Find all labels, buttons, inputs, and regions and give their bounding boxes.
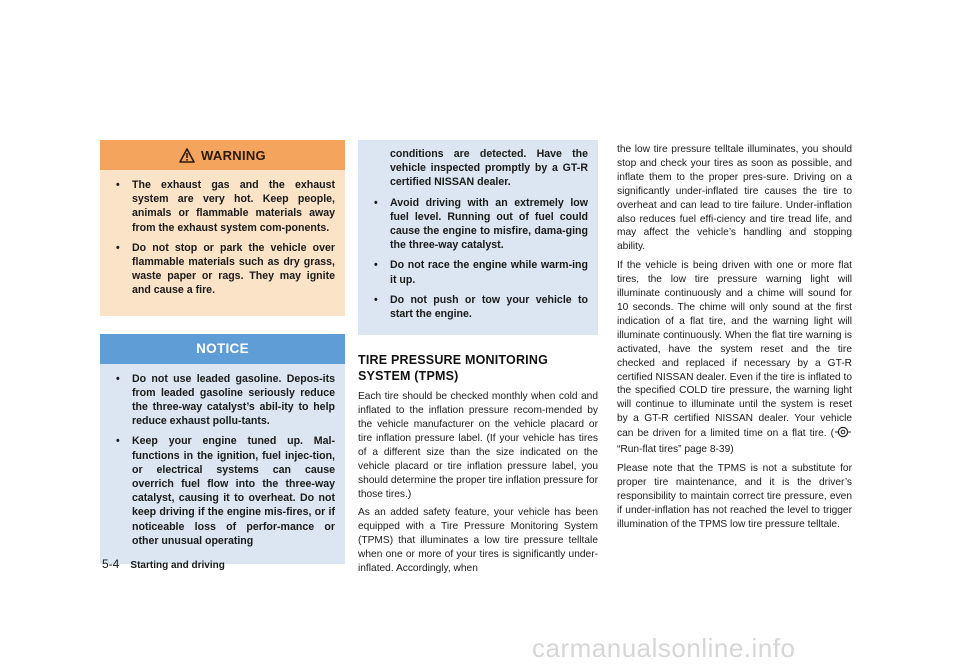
section-name: Starting and driving <box>130 560 225 571</box>
tpms-paragraph-3: the low tire pressure telltale illuminates, you should stop and check your tires as soon as possible, and inflate them to the proper pres-sure. Driving on a significantly under-inflated tire causes the tire to overheat and can lead to tire failure. Under-inflation also reduces fuel effi-ciency and tire tread life, and may affect the vehicle’s handling and stopping ability. <box>617 144 852 253</box>
warning-list <box>112 178 335 298</box>
page-number: 5-4 <box>102 557 120 571</box>
left-column <box>100 140 345 564</box>
list-item: • The exhaust gas and the exhaust system are very hot. Keep people, animals or flammable materials away from the exhaust system com-ponents. <box>112 178 335 235</box>
notice-box <box>100 334 345 564</box>
run-flat-reference-link[interactable]: “Run-flat tires” page 8-39) <box>617 444 734 456</box>
tpms-paragraph-4 <box>617 259 852 457</box>
tpms-paragraph-2: As an added safety feature, your vehicle has been equipped with a Tire Pressure Monitoring System (TPMS) that illuminates a low tire pressure telltale when one or more of your tires is significantly under-inflated. Accordingly, when <box>358 507 598 575</box>
list-item: • Do not use leaded gasoline. Depos-its from leaded gasoline seriously reduce the three-way catalyst’s abil-ity to help reduce exhaust pollu-tants. <box>112 372 335 429</box>
notice-list <box>112 372 335 548</box>
list-item: • Do not race the engine while warm-ing it up. <box>370 258 588 286</box>
warning-box <box>100 140 345 316</box>
notice-continued-box <box>358 140 598 335</box>
tpms-paragraph-4-text: If the vehicle is being driven with one or more flat tires, the low tire pressure warning light will illuminate continuously and a chime will sound for 10 seconds. The chime will only sound at the first indication of a flat tire, and the warning light will illuminate continuously. When the flat tire warning is activated, have the system reset and the tire checked and replaced if necessary by a GT-R certified NISSAN dealer. Even if the tire is inflated to the specified COLD tire pressure, the warning light will continue to illuminate until the system is reset by a GT-R certified NISSAN dealer. Your vehicle can be driven for a limited time on a flat tire. ( <box>617 260 852 440</box>
warning-title: WARNING <box>201 147 266 163</box>
list-item: • Avoid driving with an extremely low fuel level. Running out of fuel could cause the engine to misfire, dama-ging the three-way catalyst. <box>370 196 588 253</box>
watermark: carmanualsonline.info <box>532 633 796 663</box>
tire-reference-icon <box>834 426 852 443</box>
list-item: • Do not stop or park the vehicle over flammable materials such as dry grass, waste paper or rags. They may ignite and cause a fire. <box>112 241 335 298</box>
notice-continued-text: conditions are detected. Have the vehicle inspected promptly by a GT-R certified NISSAN dealer. <box>390 148 588 189</box>
right-column <box>617 143 852 536</box>
page-footer <box>102 557 225 571</box>
notice-title: NOTICE <box>196 341 249 357</box>
tpms-heading: TIRE PRESSURE MONITORING SYSTEM (TPMS) <box>358 353 549 383</box>
warning-triangle-icon <box>179 148 195 163</box>
notice-header <box>100 334 345 364</box>
warning-header <box>100 140 345 170</box>
notice-continued-list <box>370 196 588 322</box>
list-item: • Keep your engine tuned up. Mal-functions in the ignition, fuel injec-tion, or electrical systems can cause overrich fuel flow into the three-way catalyst, causing it to overheat. Do not keep driving if the engine mis-fires, or if noticeable loss of perfor-mance or other unusual operating <box>112 434 335 548</box>
list-item: • Do not push or tow your vehicle to start the engine. <box>370 293 588 321</box>
tpms-paragraph-1: Each tire should be checked monthly when cold and inflated to the inflation pressure recom-mended by the vehicle manufacturer on the vehicle placard or tire inflation pressure label. (If your vehicle has tires of a different size than the size indicated on the vehicle placard or tire inflation pressure label, you should determine the proper tire inflation pressure for those tires.) <box>358 391 598 500</box>
middle-column <box>358 140 598 581</box>
tpms-paragraph-5: Please note that the TPMS is not a substitute for proper tire maintenance, and it is the driver’s responsibility to maintain correct tire pressure, even if under-inflation has not reached the level to trigger illumination of the TPMS low tire pressure telltale. <box>617 462 852 530</box>
